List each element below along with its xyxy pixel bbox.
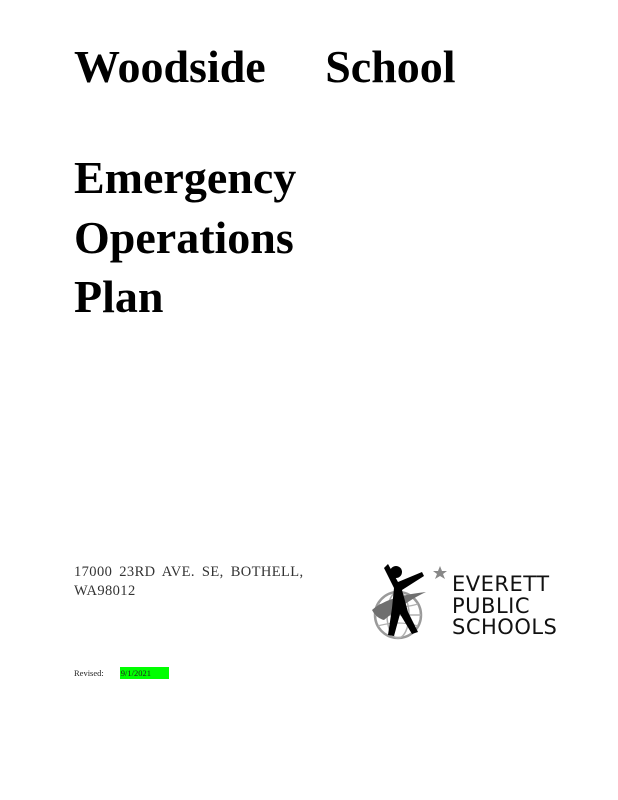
logo-line-3: SCHOOLS [452,615,558,639]
logo-line-2: PUBLIC [452,593,530,618]
school-address: 17000 23RD AVE. SE, BOTHELL, WA98012 [74,564,304,599]
revised-line [74,667,169,679]
plan-title-line-1: Emergency [74,152,297,203]
logo-line-1: EVERETT [452,572,550,596]
revised-label: Revised: [74,668,104,678]
logo-wordmark [452,574,557,639]
plan-title-line-3: Plan [74,271,164,322]
school-title: Woodside School [74,41,456,92]
plan-title-line-2: Operations [74,212,294,263]
revised-date: 9/1/2021 [120,667,169,679]
